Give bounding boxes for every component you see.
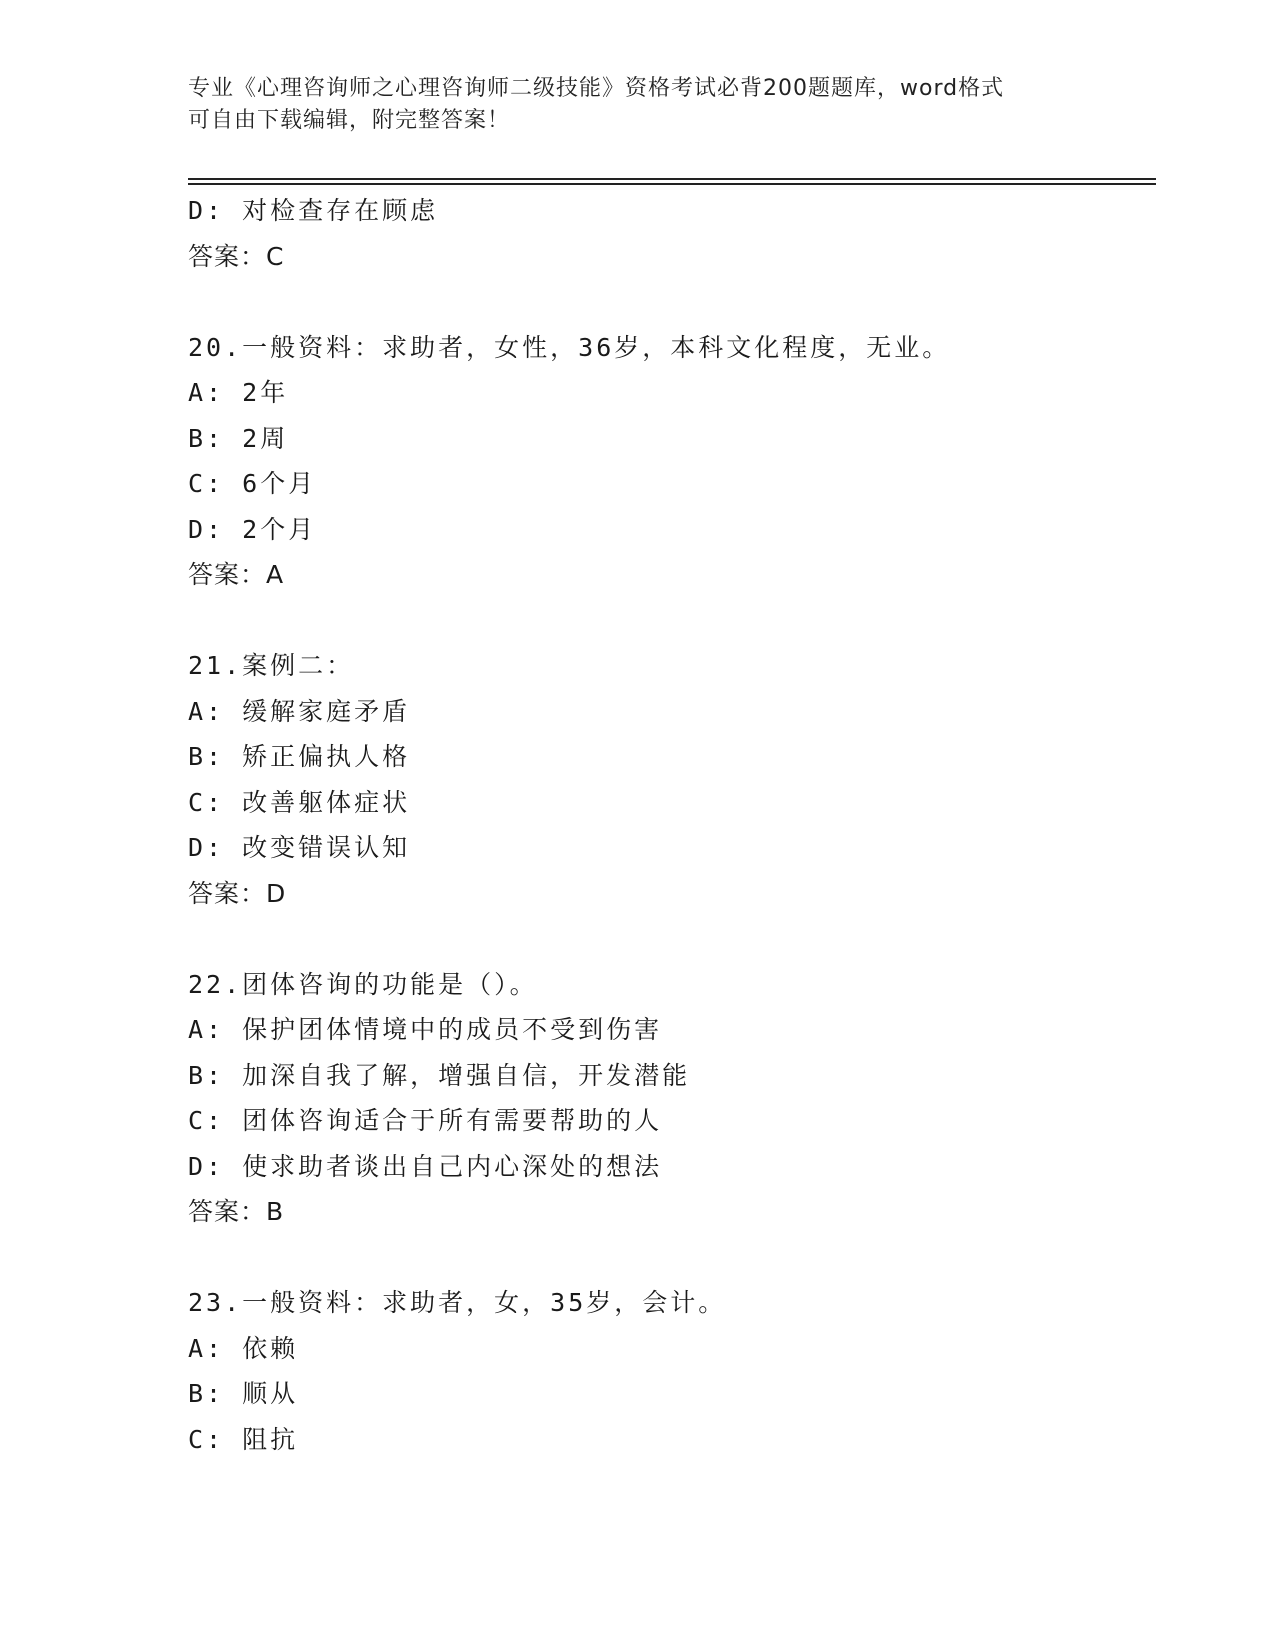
header-line-1: 专业《心理咨询师之心理咨询师二级技能》资格考试必背200题题库，word格式 [188,76,1005,101]
option-a: A: 保护团体情境中的成员不受到伤害 [188,1015,663,1044]
question-block-20 [188,325,1156,598]
answer-line: 答案：A [188,560,285,589]
document-header [188,73,1068,137]
header-divider-bottom [188,183,1156,185]
question-text: 21.案例二： [188,651,355,680]
header-line-2: 可自由下载编辑，附完整答案！ [188,108,511,133]
question-text: 22.团体咨询的功能是（）。 [188,969,538,999]
question-block-21 [188,643,1156,916]
block-spacer [188,279,1156,325]
option-a: A: 2年 [188,378,289,407]
answer-line: 答案：D [188,878,287,908]
block-spacer [188,916,1156,962]
option-d: D: 改变错误认知 [188,833,411,862]
question-block-22 [188,962,1156,1235]
answer-line: 答案：C [188,241,285,271]
option-c: C: 6个月 [188,469,317,498]
option-b: B: 加深自我了解，增强自信，开发潜能 [188,1060,691,1090]
question-block-23 [188,1280,1156,1462]
option-c: C: 改善躯体症状 [188,787,411,817]
option-d: D: 2个月 [188,514,317,544]
option-a: A: 依赖 [188,1333,299,1363]
block-spacer [188,1235,1156,1281]
option-d: D: 对检查存在顾虑 [188,196,439,225]
header-divider-top [188,178,1156,180]
option-c: C: 阻抗 [188,1424,299,1454]
answer-line: 答案：B [188,1197,285,1226]
option-c: C: 团体咨询适合于所有需要帮助的人 [188,1106,663,1135]
question-text: 20.一般资料：求助者，女性，36岁，本科文化程度，无业。 [188,332,951,362]
question-block-19-tail [188,188,1156,279]
question-list [188,188,1156,1462]
option-b: B: 顺从 [188,1379,299,1408]
option-b: B: 矫正偏执人格 [188,742,411,771]
option-b: B: 2周 [188,423,289,453]
option-d: D: 使求助者谈出自己内心深处的想法 [188,1151,663,1181]
option-a: A: 缓解家庭矛盾 [188,696,411,726]
block-spacer [188,598,1156,644]
question-text: 23.一般资料：求助者，女，35岁，会计。 [188,1288,727,1317]
